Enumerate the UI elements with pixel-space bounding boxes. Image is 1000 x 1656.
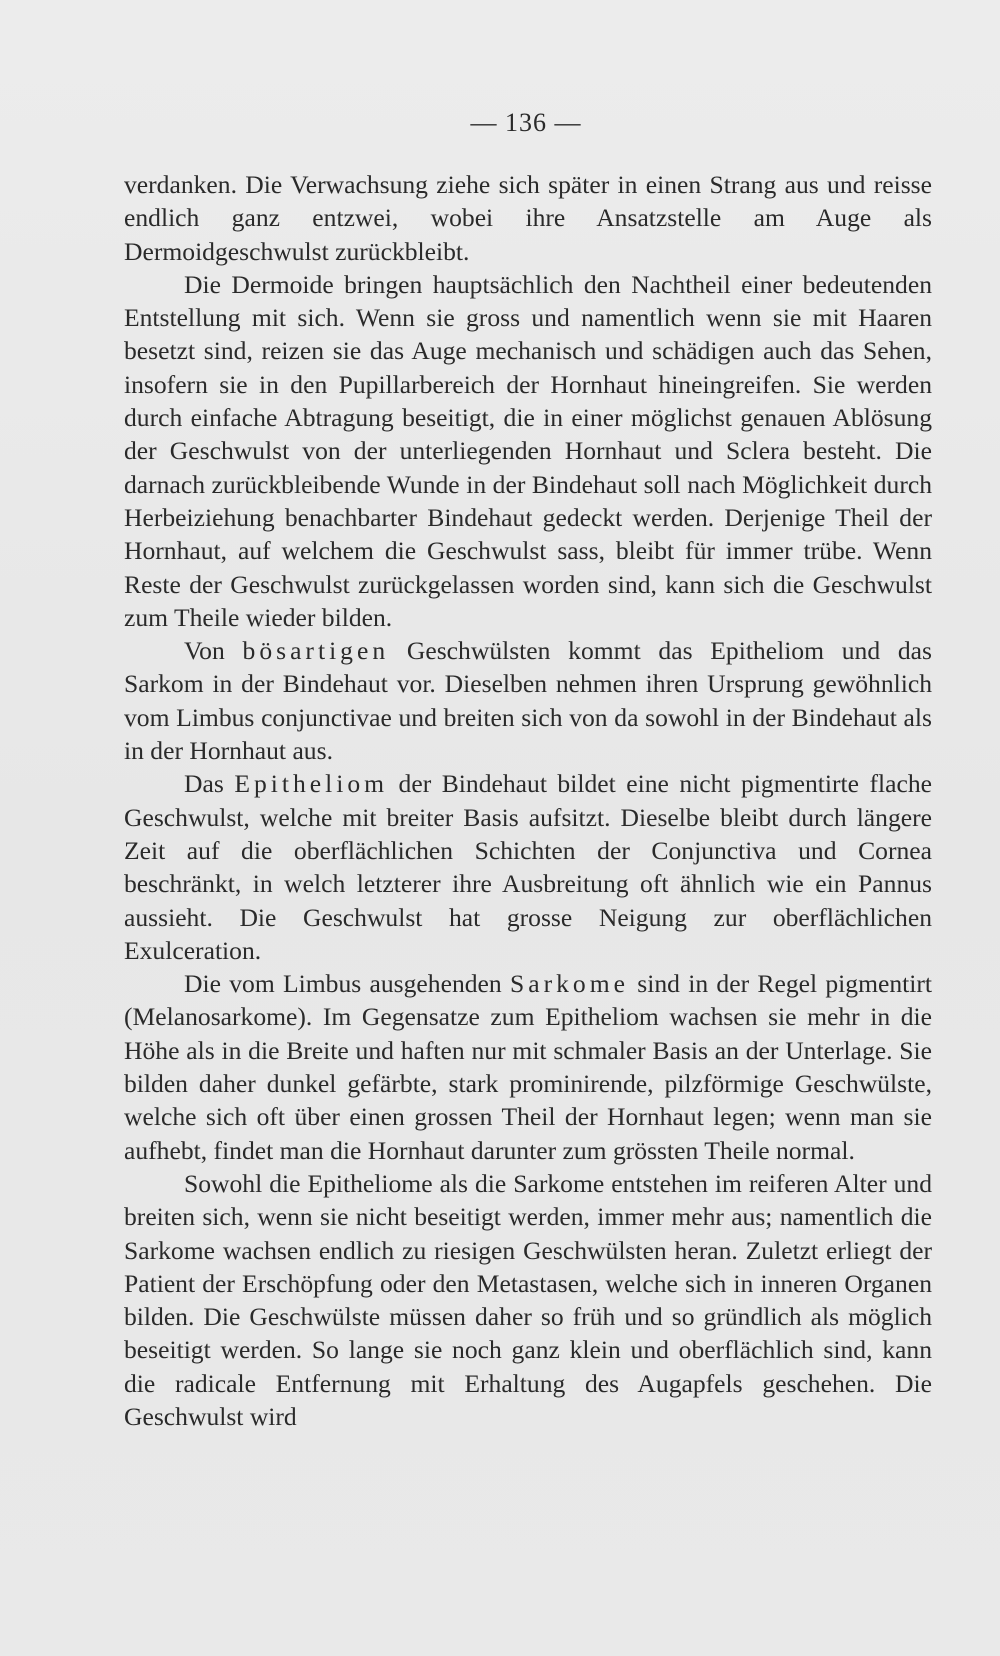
paragraph-text: Die Dermoide bringen hauptsächlich den Nachtheil einer bedeutenden Entstellung mit sich. Wenn sie gross und namentlich wenn sie mit Haaren besetzt sind, reizen sie das Auge mechanisch und schädigen auch das Sehen, insofern sie in den Pupillarbereich der Hornhaut hineingreifen. Sie werden durch einfache Abtragung beseitigt, die in einer möglichst genauen Ablösung der Geschwulst von der unterliegenden Hornhaut und Sclera besteht. Die darnach zurückbleibende Wunde in der Bindehaut soll nach Möglichkeit durch Herbeiziehung benachbarter Bindehaut gedeckt werden. Derjenige Theil der Hornhaut, auf welchem die Geschwulst sass, bleibt für immer trübe. Wenn Reste der Geschwulst zurückgelassen worden sind, kann sich die Geschwulst zum Theile wieder bilden. xyxy=(124,269,932,632)
paragraph-text: Die vom Limbus ausgehenden xyxy=(184,969,510,999)
spaced-emphasis: bösartigen xyxy=(242,636,390,666)
paragraph-text: Von xyxy=(184,636,243,666)
paragraph-text: verdanken. Die Verwachsung ziehe sich später in einen Strang aus und reisse endlich ganz entzwei, wobei ihre Ansatzstelle am Auge als Dermoidgeschwulst zurückbleibt. xyxy=(124,170,932,266)
paragraph-text: Geschwülsten kommt das Epitheliom und das Sarkom in der Bindehaut vor. Dieselben nehmen ihren Ursprung gewöhnlich vom Limbus conjunctivae und breiten sich von da sowohl in der Bindehaut als in der Hornhaut aus. xyxy=(124,636,932,766)
paragraph xyxy=(124,1167,932,1433)
paragraph xyxy=(124,767,932,967)
paragraph-text: der Bindehaut bildet eine nicht pigmentirte flache Geschwulst, welche mit breiter Basis aufsitzt. Dieselbe bleibt durch längere Zeit auf die oberflächlichen Schichten der Conjunctiva und Cornea beschränkt, in welch letzterer ihre Ausbreitung oft ähnlich wie ein Pannus aussieht. Die Geschwulst hat grosse Neigung zur oberflächlichen Exulceration. xyxy=(124,769,933,965)
paragraph xyxy=(124,168,932,268)
spaced-emphasis: Sarkome xyxy=(510,969,629,999)
paragraph-text: Das xyxy=(184,769,235,799)
body-text xyxy=(124,168,932,1433)
page-number: — 136 — xyxy=(470,108,582,137)
paragraph-text: sind in der Regel pigmentirt (Melanosarkome). Im Gegensatze zum Epitheliom wachsen sie mehr in die Höhe als in die Breite und haften nur mit schmaler Basis an der Unterlage. Sie bilden daher dunkel gefärbte, stark prominirende, pilzförmige Geschwülste, welche sich oft über einen grossen Theil der Hornhaut legen; wenn man sie aufhebt, findet man die Hornhaut darunter zum grössten Theile normal. xyxy=(124,969,932,1165)
paragraph xyxy=(124,967,932,1167)
paragraph xyxy=(124,634,932,767)
paragraph-text: Sowohl die Epitheliome als die Sarkome entstehen im reiferen Alter und breiten sich, wenn sie nicht beseitigt werden, immer mehr aus; namentlich die Sarkome wachsen endlich zu riesigen Geschwülsten heran. Zuletzt erliegt der Patient der Erschöpfung oder den Metastasen, welche sich in inneren Organen bilden. Die Geschwülste müssen daher so früh und so gründlich als möglich beseitigt werden. So lange sie noch ganz klein und oberflächlich sind, kann die radicale Entfernung mit Erhaltung des Augapfels geschehen. Die Geschwulst wird xyxy=(124,1168,932,1431)
spaced-emphasis: Epitheliom xyxy=(234,769,389,799)
paragraph xyxy=(124,268,932,634)
